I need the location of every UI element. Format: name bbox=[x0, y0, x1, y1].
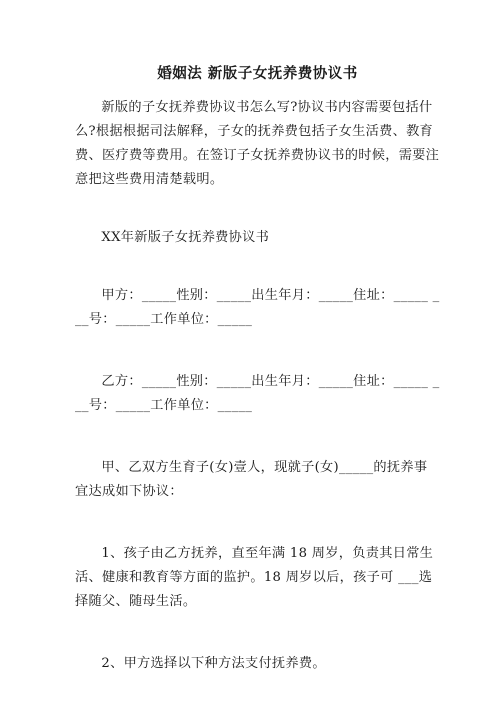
intro-paragraph: 新版的子女抚养费协议书怎么写?协议书内容需要包括什么?根据根据司法解释，子女的抚养费包括子女生活费、教育费、医疗费等费用。在签订子女抚养费协议书的时候，需要注意把这些费用清楚载明。 bbox=[75, 100, 440, 187]
spacer bbox=[75, 250, 440, 284]
agreement-intro: 甲、乙双方生育子(女)壹人，现就子(女)_____的抚养事宜达成如下协议： bbox=[75, 460, 428, 499]
clause-2: 2、甲方选择以下种方法支付抚养费。 bbox=[101, 656, 326, 671]
spacer bbox=[75, 614, 440, 652]
party-a-info: 甲方：_____性别：_____出生年月：_____住址：_____ ___号：_____工作单位：_____ bbox=[75, 288, 440, 327]
spacer bbox=[75, 418, 440, 456]
spacer bbox=[75, 332, 440, 370]
party-b-info: 乙方：_____性别：_____出生年月：_____住址：_____ ___号：_____工作单位：_____ bbox=[75, 374, 440, 413]
spacer bbox=[75, 504, 440, 542]
spacer bbox=[75, 192, 440, 226]
document-title: 婚姻法 新版子女抚养费协议书 bbox=[157, 65, 358, 82]
agreement-subtitle: XX年新版子女抚养费协议书 bbox=[101, 230, 270, 245]
clause-1: 1、孩子由乙方抚养，直至年满 18 周岁，负责其日常生活、健康和教育等方面的监护。18 周岁以后，孩子可 ___选择随父、随母生活。 bbox=[75, 546, 434, 609]
